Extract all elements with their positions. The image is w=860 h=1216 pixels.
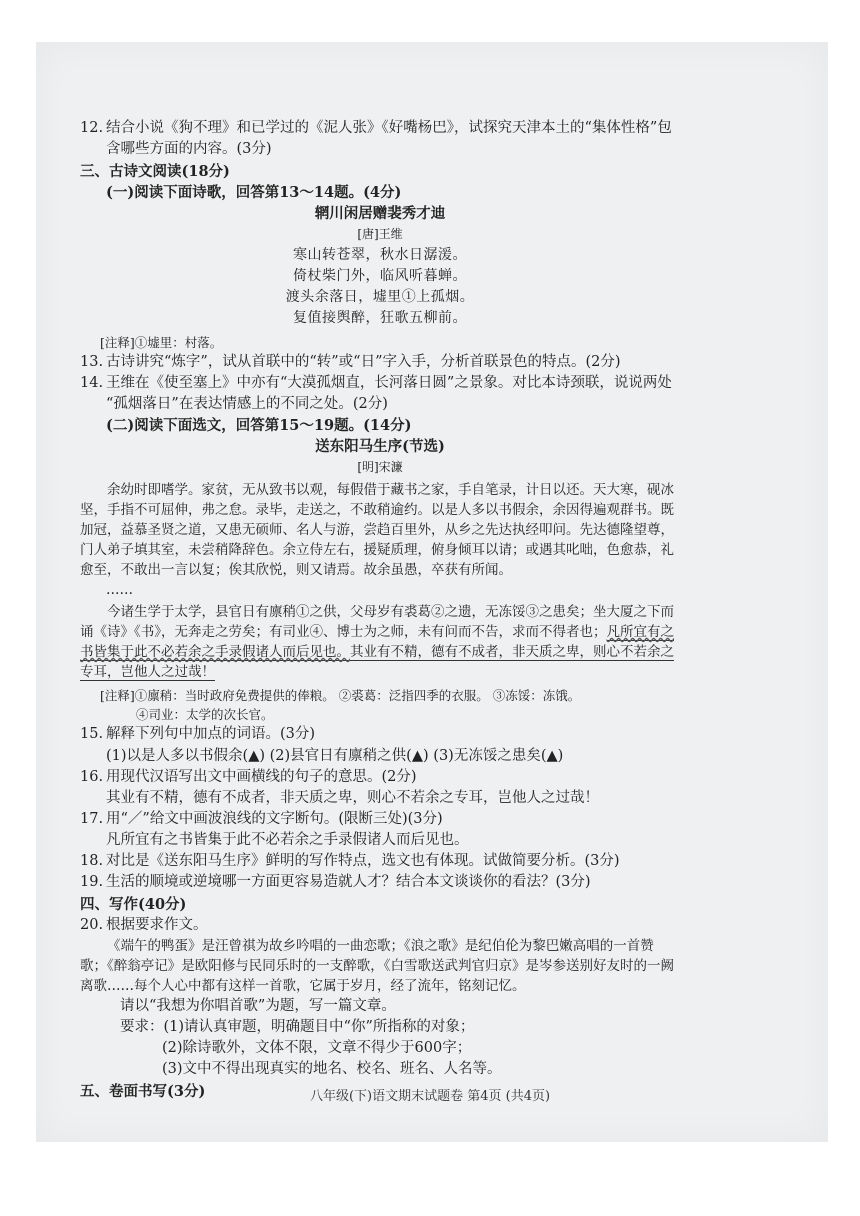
essay-paragraph-2-start: 今诸生学于太学，县官日有廪稍①之供，父母岁有裘葛②之遗，无冻馁③之患矣；坐大厦之下而诵《诗》《书》，无奔走之劳矣；有司业④、博士为之师，未有问而不告，求而不得者也； [80, 604, 674, 640]
poem-line: 复值接舆醉，狂歌五柳前。 [293, 310, 467, 326]
exam-content [80, 118, 680, 1102]
answer-blank-triangle: ▲ [248, 747, 260, 764]
question-18: 18. 对比是《送东阳马生序》鲜明的写作特点，选文也有体现。试做简要分析。(3分) [80, 853, 620, 869]
essay-ellipsis: …… [106, 582, 133, 598]
question-17: 17. 用“／”给文中画波浪线的文字断句。(限断三处)(3分) [80, 811, 443, 827]
question-13: 13. 古诗讲究“炼字”，试从首联中的“转”或“日”字入手，分析首联景色的特点。(2分) [80, 354, 621, 370]
section-4-heading: 四、写作(40分) [80, 896, 187, 913]
poem-line: 寒山转苍翠，秋水日潺湲。 [293, 247, 467, 263]
poem-author: [唐]王维 [357, 227, 403, 241]
essay-note-2: ④司业：太学的次长官。 [136, 707, 274, 722]
poem-title: 辋川闲居赠裴秀才迪 [314, 205, 446, 222]
poem-note: [注释]①墟里：村落。 [100, 335, 223, 350]
requirement-2: (2)除诗歌外，文体不限，文章不得少于600字； [162, 1040, 472, 1056]
question-12-cont: 含哪些方面的内容。(3分) [106, 141, 272, 157]
part-1-heading: (一)阅读下面诗歌，回答第13～14题。(4分) [106, 184, 402, 201]
essay-paragraph-1: 余幼时即嗜学。家贫，无从致书以观，每假借于藏书之家，手自笔录，计日以还。天大寒，砚冰坚，手指不可屈伸，弗之怠。录毕，走送之，不敢稍逾约。以是人多以书假余，余因得遍观群书。既加冠，益慕圣贤之道，又患无硕师、名人与游，尝趋百里外，从乡之先达执经叩问。先达德隆望尊，门人弟子填其室，未尝稍降辞色。余立侍左右，援疑质理，俯身倾耳以请；或遇其叱咄，色愈恭，礼愈至，不敢出一言以复；俟其欣悦，则又请焉。故余虽愚，卒获有所闻。 [80, 482, 674, 578]
question-20: 20. 根据要求作文。 [80, 917, 208, 933]
requirement-3: (3)文中不得出现真实的地名、校名、班名、人名等。 [162, 1061, 502, 1077]
question-16: 16. 用现代汉语写出文中画横线的句子的意思。(2分) [80, 769, 417, 785]
essay-paragraph-2 [80, 602, 680, 682]
underlined-sentence: 其业有不精，德有不成者，非天质之卑，则心不若余之专耳，岂他人之过哉！ [80, 644, 674, 680]
question-12: 12. 结合小说《狗不理》和已学过的《泥人张》《好嘴杨巴》，试探究天津本土的“集体性格”包 [80, 120, 672, 136]
answer-blank-triangle: ▲ [411, 747, 423, 764]
question-15: 15. 解释下列句中加点的词语。(3分) [80, 726, 316, 742]
question-16-cont: 其业有不精，德有不成者，非天质之卑，则心不若余之专耳，岂他人之过哉！ [106, 790, 599, 806]
answer-blank-triangle: ▲ [546, 747, 558, 764]
essay-title: 送东阳马生序(节选) [315, 438, 445, 455]
page-footer: 八年级(下)语文期末试题卷 第4页 (共4页) [309, 1089, 551, 1104]
essay-author: [明]宋濂 [357, 460, 403, 474]
poem-line: 倚杖柴门外，临风听暮蝉。 [293, 268, 467, 284]
section-5-heading: 五、卷面书写(3分) [80, 1083, 206, 1100]
essay-note-1: [注释]①廪稍：当时政府免费提供的俸粮。 ②裘葛：泛指四季的衣服。 ③冻馁：冻饿。 [100, 688, 581, 703]
part-2-heading: (二)阅读下面选文，回答第15～19题。(14分) [106, 417, 412, 434]
question-19: 19. 生活的顺境或逆境哪一方面更容易造就人才？结合本文谈谈你的看法？(3分) [80, 874, 591, 890]
wavy-underlined-sentence: 凡所宜有之书皆集于此不必若余之手录假诸人而后见也。 [80, 624, 674, 660]
essay-prompt: 《端午的鸭蛋》是汪曾祺为故乡吟唱的一曲恋歌；《浪之歌》是纪伯伦为黎巴嫩高唱的一首赞歌；《醉翁亭记》是欧阳修与民同乐时的一支醉歌，《白雪歌送武判官归京》是岑参送别好友时的一阙离歌……每个人心中都有这样一首歌，它属于岁月，经了流年，铭刻记忆。 [80, 938, 674, 994]
poem-line: 渡头余落日，墟里①上孤烟。 [285, 289, 475, 305]
question-15-items: (1)以是人多以书假余(▲) (2)县官日有廪稍之供(▲) (3)无冻馁之患矣(▲) [106, 747, 564, 764]
essay-topic: 请以“我想为你唱首歌”为题，写一篇文章。 [120, 998, 396, 1014]
question-14-cont: “孤烟落日”在表达情感上的不同之处。(2分) [106, 396, 388, 412]
section-3-heading: 三、古诗文阅读(18分) [80, 163, 230, 180]
question-17-cont: 凡所宜有之书皆集于此不必若余之手录假诸人而后见也。 [106, 832, 469, 848]
requirement-1: 要求：(1)请认真审题，明确题目中“你”所指称的对象； [120, 1019, 475, 1035]
question-14: 14. 王维在《使至塞上》中亦有“大漠孤烟直，长河落日圆”之景象。对比本诗颈联，说说两处 [80, 375, 672, 391]
